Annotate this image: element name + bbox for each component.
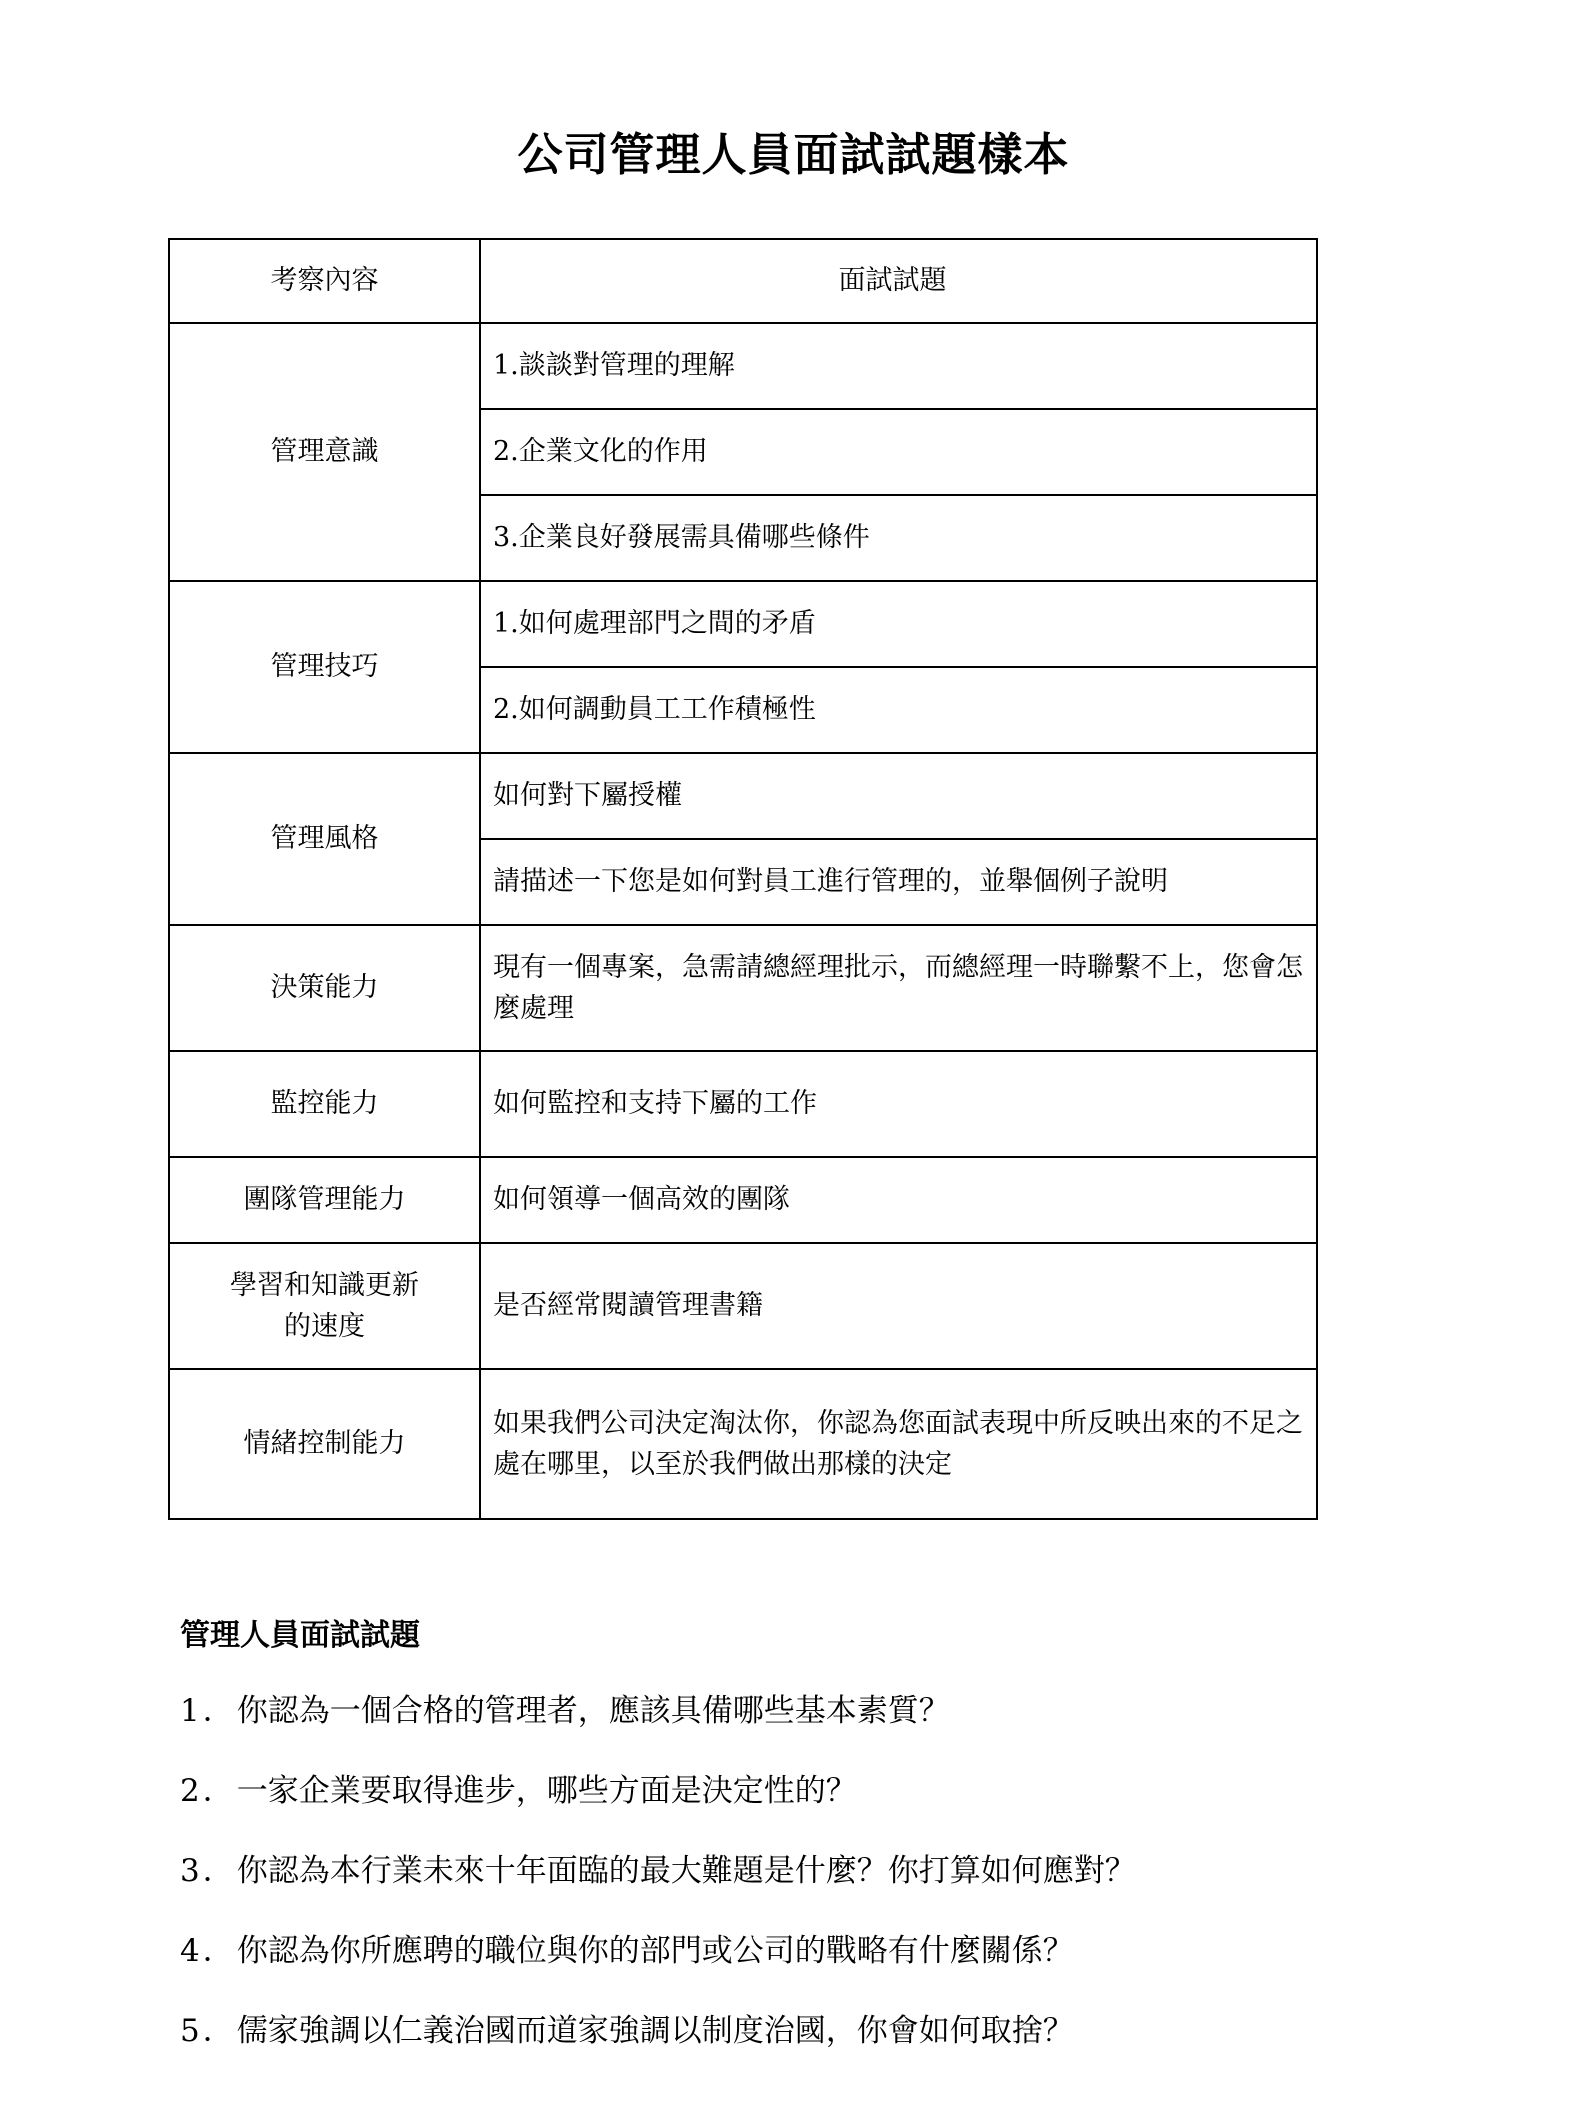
list-item-number: 5． — [180, 2013, 237, 2050]
list-item — [180, 1929, 1328, 1973]
question-cell: 如何對下屬授權 — [480, 753, 1317, 839]
list-item-number: 3． — [180, 1853, 237, 1890]
question-cell: 如何監控和支持下屬的工作 — [480, 1051, 1317, 1157]
list-item — [180, 1689, 1328, 1733]
list-item-number: 1． — [180, 1693, 237, 1729]
question-cell: 2.企業文化的作用 — [480, 409, 1317, 495]
category-cell: 管理風格 — [169, 753, 480, 925]
list-item — [180, 1849, 1328, 1893]
category-cell: 管理意識 — [169, 323, 480, 581]
table-row — [169, 1051, 1317, 1157]
question-cell: 是否經常閱讀管理書籍 — [480, 1243, 1317, 1369]
question-cell: 2.如何調動員工工作積極性 — [480, 667, 1317, 753]
question-cell: 1.談談對管理的理解 — [480, 323, 1317, 409]
category-cell: 監控能力 — [169, 1051, 480, 1157]
question-cell: 請描述一下您是如何對員工進行管理的，並舉個例子說明 — [480, 839, 1317, 925]
question-cell: 1.如何處理部門之間的矛盾 — [480, 581, 1317, 667]
list-item — [180, 1769, 1328, 1813]
list-item-text: 你認為你所應聘的職位與你的部門或公司的戰略有什麼關係？ — [236, 1933, 1074, 1970]
category-cell: 情緒控制能力 — [169, 1369, 480, 1519]
page-title: 公司管理人員面試試題樣本 — [517, 128, 1070, 181]
table-row — [169, 1369, 1317, 1519]
category-cell: 決策能力 — [169, 925, 480, 1051]
question-cell: 如何領導一個高效的團隊 — [480, 1157, 1317, 1243]
list-item-text: 你認為本行業未來十年面臨的最大難題是什麼？你打算如何應對？ — [236, 1853, 1136, 1890]
list-item — [180, 2009, 1328, 2053]
question-cell: 3.企業良好發展需具備哪些條件 — [480, 495, 1317, 581]
list-item-text: 儒家強調以仁義治國而道家強調以制度治國，你會如何取捨？ — [236, 2013, 1074, 2050]
table-row — [169, 1157, 1317, 1243]
column-header-question: 面試試題 — [480, 239, 1317, 323]
section-heading: 管理人員面試試題 — [180, 1618, 420, 1653]
table-row — [169, 323, 1317, 409]
list-item-text: 一家企業要取得進步，哪些方面是決定性的？ — [236, 1773, 857, 1810]
table-row — [169, 1243, 1317, 1369]
table-header-row — [169, 239, 1317, 323]
list-item-text: 你認為一個合格的管理者，應該具備哪些基本素質？ — [236, 1693, 950, 1729]
category-cell: 管理技巧 — [169, 581, 480, 753]
question-cell: 現有一個專案，急需請總經理批示，而總經理一時聯繫不上，您會怎麼處理 — [480, 925, 1317, 1051]
table-row — [169, 925, 1317, 1051]
table-row — [169, 753, 1317, 839]
category-cell — [169, 1243, 480, 1369]
list-item-number: 2． — [180, 1773, 237, 1810]
interview-questions-table — [168, 238, 1318, 1520]
table-row — [169, 581, 1317, 667]
category-line-1: 學習和知識更新 — [230, 1269, 419, 1301]
question-cell: 如果我們公司決定淘汰你，你認為您面試表現中所反映出來的不足之處在哪里，以至於我們做出那樣的決定 — [480, 1369, 1317, 1519]
manager-questions-section — [168, 1616, 1328, 2053]
category-cell: 團隊管理能力 — [169, 1157, 480, 1243]
category-line-2: 的速度 — [284, 1311, 365, 1342]
column-header-category: 考察內容 — [169, 239, 480, 323]
list-item-number: 4． — [180, 1933, 237, 1970]
